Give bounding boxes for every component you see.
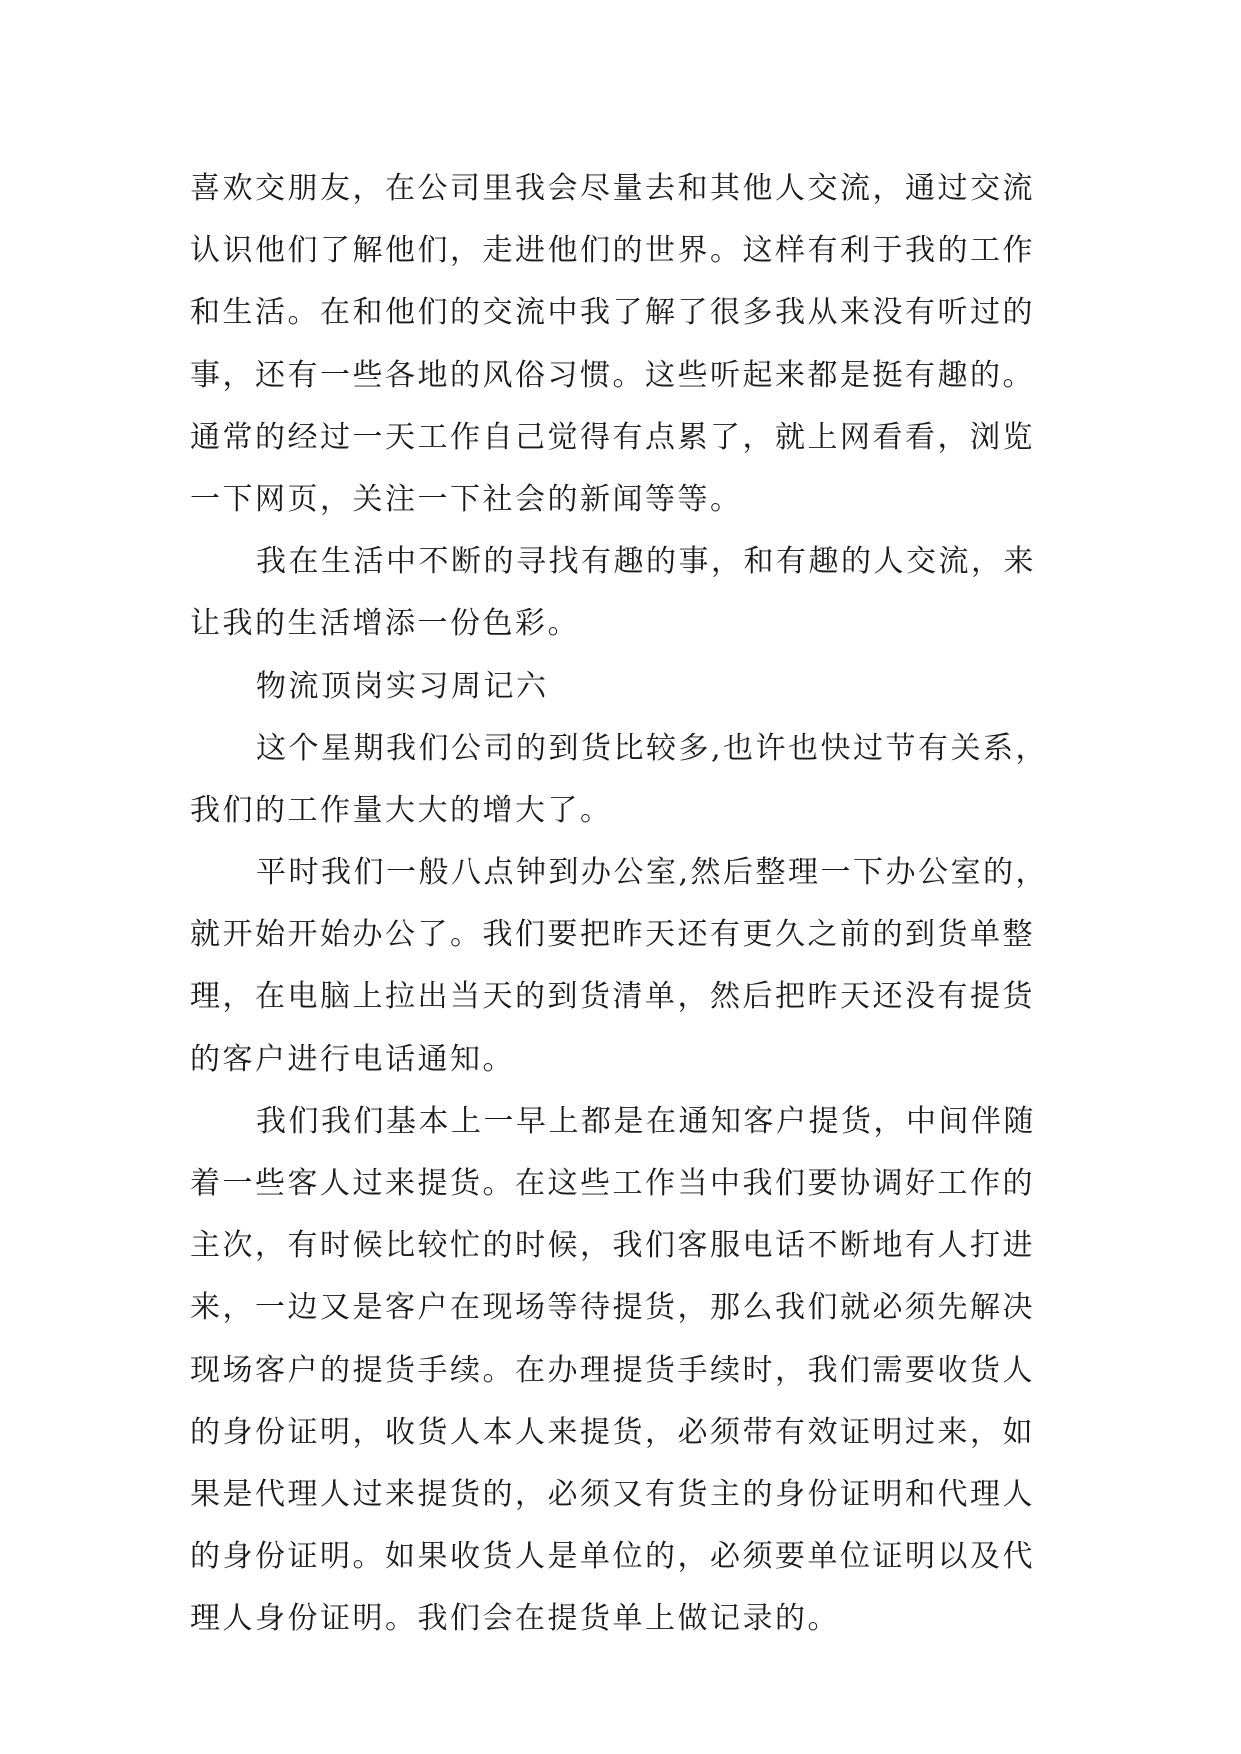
text-line: 就开始开始办公了。我们要把昨天还有更久之前的到货单整: [190, 917, 1035, 953]
text-line: 主次，有时候比较忙的时候，我们客服电话不断地有人打进: [190, 1228, 1035, 1264]
text-line: 和生活。在和他们的交流中我了解了很多我从来没有听过的: [190, 295, 1035, 331]
paragraph-first-line: 平时我们一般八点钟到办公室,然后整理一下办公室的，: [256, 855, 1049, 891]
text-line: 我们的工作量大大的增大了。: [190, 792, 613, 828]
section-heading: 物流顶岗实习周记六: [256, 668, 549, 704]
text-line: 理，在电脑上拉出当天的到货清单，然后把昨天还没有提货: [190, 979, 1035, 1015]
text-line: 来，一边又是客户在现场等待提货，那么我们就必须先解决: [190, 1290, 1035, 1326]
paragraph-first-line: 我在生活中不断的寻找有趣的事，和有趣的人交流，来: [256, 544, 1036, 580]
paragraph-first-line: 我们我们基本上一早上都是在通知客户提货，中间伴随: [256, 1103, 1036, 1139]
paragraph-first-line: 这个星期我们公司的到货比较多,也许也快过节有关系，: [256, 730, 1049, 766]
text-line: 的身份证明，收货人本人来提货，必须带有效证明过来，如: [190, 1414, 1035, 1450]
text-line: 一下网页，关注一下社会的新闻等等。: [190, 481, 743, 517]
text-line: 果是代理人过来提货的，必须又有货主的身份证明和代理人: [190, 1476, 1035, 1512]
text-line: 事，还有一些各地的风俗习惯。这些听起来都是挺有趣的。: [190, 357, 1035, 393]
text-line: 的身份证明。如果收货人是单位的，必须要单位证明以及代: [190, 1539, 1035, 1575]
document-body: [190, 158, 1070, 1651]
text-line: 认识他们了解他们，走进他们的世界。这样有利于我的工作: [190, 233, 1035, 269]
text-line: 着一些客人过来提货。在这些工作当中我们要协调好工作的: [190, 1166, 1035, 1201]
text-line: 的客户进行电话通知。: [190, 1041, 515, 1077]
text-line: 通常的经过一天工作自己觉得有点累了，就上网看看，浏览: [190, 419, 1035, 455]
text-line: 喜欢交朋友，在公司里我会尽量去和其他人交流，通过交流: [190, 171, 1035, 206]
text-line: 现场客户的提货手续。在办理提货手续时，我们需要收货人: [190, 1352, 1035, 1388]
text-line: 理人身份证明。我们会在提货单上做记录的。: [190, 1601, 840, 1637]
text-line: 让我的生活增添一份色彩。: [190, 606, 580, 642]
